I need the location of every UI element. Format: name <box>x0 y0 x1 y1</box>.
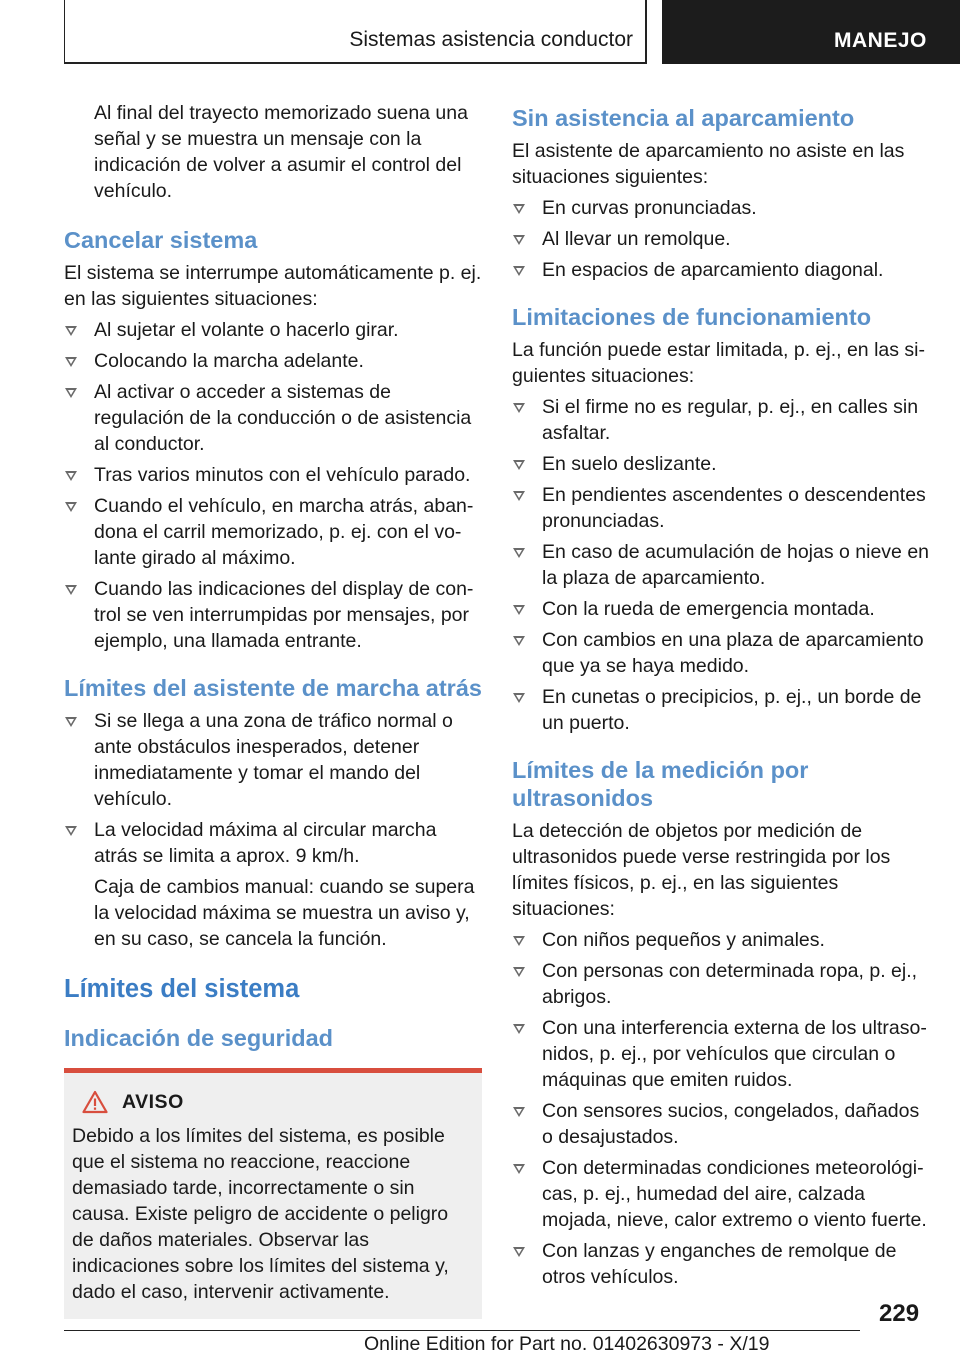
list-item: Con niños pequeños y animales. <box>512 927 930 953</box>
cancel-list <box>64 317 482 654</box>
list-item: Con lanzas y enganches de remolque de otros vehículos. <box>512 1238 930 1290</box>
reverse-heading: Límites del asistente de marcha atrás <box>64 675 482 701</box>
list-item: En curvas pronunciadas. <box>512 195 930 221</box>
triangle-bullet-icon <box>65 471 77 481</box>
list-item: Si el firme no es regular, p. ej., en calles sin asfaltar. <box>512 394 930 446</box>
footer-edition: Online Edition for Part no. 01402630973 - X/19 <box>364 1333 770 1355</box>
triangle-bullet-icon <box>65 326 77 336</box>
list-item: Con sensores sucios, congelados, dañados o desajustados. <box>512 1098 930 1150</box>
warning-title: AVISO <box>122 1091 184 1113</box>
triangle-bullet-icon <box>513 1024 525 1034</box>
chapter-title: MANEJO <box>834 29 927 52</box>
no-assist-text: El asistente de aparcamiento no asiste en las situaciones siguientes: <box>512 140 905 188</box>
list-item: Colocando la marcha adelante. <box>64 348 482 374</box>
triangle-bullet-icon <box>513 1164 525 1174</box>
list-item: Con cambios en una plaza de aparcamiento que ya se haya medido. <box>512 627 930 679</box>
list-item: En cunetas o precipicios, p. ej., un borde de un puerto. <box>512 684 930 736</box>
warning-triangle-icon <box>82 1090 108 1114</box>
footer-rule <box>64 1330 860 1331</box>
list-item: Con una interferencia externa de los ultrasonidos, p. ej., por vehículos que circulan o máquinas que emiten ruidos. <box>512 1015 930 1093</box>
list-item: Cuando las indicaciones del display de control se ven interrumpidas por mensajes, por ejemplo, una llamada entrante. <box>64 576 482 654</box>
triangle-bullet-icon <box>513 204 525 214</box>
list-item: En suelo deslizante. <box>512 451 930 477</box>
list-item: Si se llega a una zona de tráfico normal o ante obstáculos inesperados, detener inmediatamente y tomar el mando del vehículo. <box>64 708 482 812</box>
warning-header <box>72 1089 474 1115</box>
list-item: Al activar o acceder a sistemas de regulación de la conducción o de asistencia al conductor. <box>64 379 482 457</box>
reverse-subtext: Caja de cambios manual: cuando se supera la velocidad máxima se muestra un aviso y, en su caso, se cancela la función. <box>94 876 475 950</box>
no-assist-list <box>512 195 930 283</box>
safety-heading: Indicación de seguridad <box>64 1025 333 1051</box>
no-assist-heading: Sin asistencia al aparcamiento <box>512 105 855 131</box>
triangle-bullet-icon <box>513 967 525 977</box>
list-item: Tras varios minutos con el vehículo parado. <box>64 462 482 488</box>
triangle-bullet-icon <box>513 403 525 413</box>
triangle-bullet-icon <box>65 826 77 836</box>
func-limits-heading: Limitaciones de funcionamiento <box>512 304 872 330</box>
list-item: Con determinadas condiciones meteorológicas, p. ej., humedad del aire, calzada mojada, nieve, calor extremo o viento fuerte. <box>512 1155 930 1233</box>
list-item: Al sujetar el volante o hacerlo girar. <box>64 317 482 343</box>
list-item: En espacios de aparcamiento diagonal. <box>512 257 930 283</box>
list-item: La velocidad máxima al circular marcha atrás se limita a aprox. 9 km/h. Caja de cambios manual: cuando se supera la velocidad máxima se muestra un aviso y, en su caso, se cancela la función. <box>64 817 482 952</box>
section-title: Sistemas asistencia conductor <box>349 28 633 51</box>
chapter-tab <box>662 0 960 64</box>
ultrasonic-list <box>512 927 930 1290</box>
triangle-bullet-icon <box>65 502 77 512</box>
triangle-bullet-icon <box>513 1107 525 1117</box>
list-item: Con personas con determinada ropa, p. ej., abrigos. <box>512 958 930 1010</box>
list-item: Con la rueda de emergencia montada. <box>512 596 930 622</box>
triangle-bullet-icon <box>513 235 525 245</box>
left-column <box>64 100 482 1319</box>
triangle-bullet-icon <box>513 605 525 615</box>
list-item: Al llevar un remolque. <box>512 226 930 252</box>
list-item: Cuando el vehículo, en marcha atrás, abandona el carril memorizado, p. ej. con el volante girado al máximo. <box>64 493 482 571</box>
warning-box <box>64 1073 482 1319</box>
triangle-bullet-icon <box>65 717 77 727</box>
triangle-bullet-icon <box>513 1247 525 1257</box>
ultrasonic-heading: Límites de la medición por ultrasonidos <box>512 757 809 811</box>
reverse-list <box>64 708 482 952</box>
intro-paragraph: Al final del trayecto memorizado suena una señal y se muestra un mensaje con la indicación de volver a asumir el control del vehículo. <box>94 102 468 202</box>
cancel-heading: Cancelar sistema <box>64 227 258 253</box>
triangle-bullet-icon <box>65 585 77 595</box>
right-column <box>512 100 930 1290</box>
triangle-bullet-icon <box>513 266 525 276</box>
triangle-bullet-icon <box>65 388 77 398</box>
func-limits-text: La función puede estar limitada, p. ej., en las siguientes situaciones: <box>512 339 925 387</box>
triangle-bullet-icon <box>513 460 525 470</box>
limits-heading: Límites del sistema <box>64 975 300 1003</box>
ultrasonic-text: La detección de objetos por medición de ultrasonidos puede verse restringida por los límites físicos, p. ej., en las siguientes situaciones: <box>512 820 891 920</box>
triangle-bullet-icon <box>513 693 525 703</box>
triangle-bullet-icon <box>65 357 77 367</box>
func-limits-list <box>512 394 930 736</box>
list-item: En pendientes ascendentes o descendentes pronunciadas. <box>512 482 930 534</box>
triangle-bullet-icon <box>513 491 525 501</box>
warning-text: Debido a los límites del sistema, es posible que el sistema no reaccione, reaccione demasiado tarde, incorrectamente o sin causa. Existe peligro de accidente o peligro de daños materiales. Observar las indicaciones sobre los límites del sistema y, dado el caso, intervenir activamente. <box>72 1125 449 1303</box>
triangle-bullet-icon <box>513 548 525 558</box>
header-section-box <box>64 0 647 64</box>
page-number: 229 <box>879 1300 920 1327</box>
triangle-bullet-icon <box>513 936 525 946</box>
cancel-text: El sistema se interrumpe automáticamente p. ej. en las siguientes situaciones: <box>64 262 482 310</box>
list-item: En caso de acumulación de hojas o nieve en la plaza de aparcamiento. <box>512 539 930 591</box>
triangle-bullet-icon <box>513 636 525 646</box>
